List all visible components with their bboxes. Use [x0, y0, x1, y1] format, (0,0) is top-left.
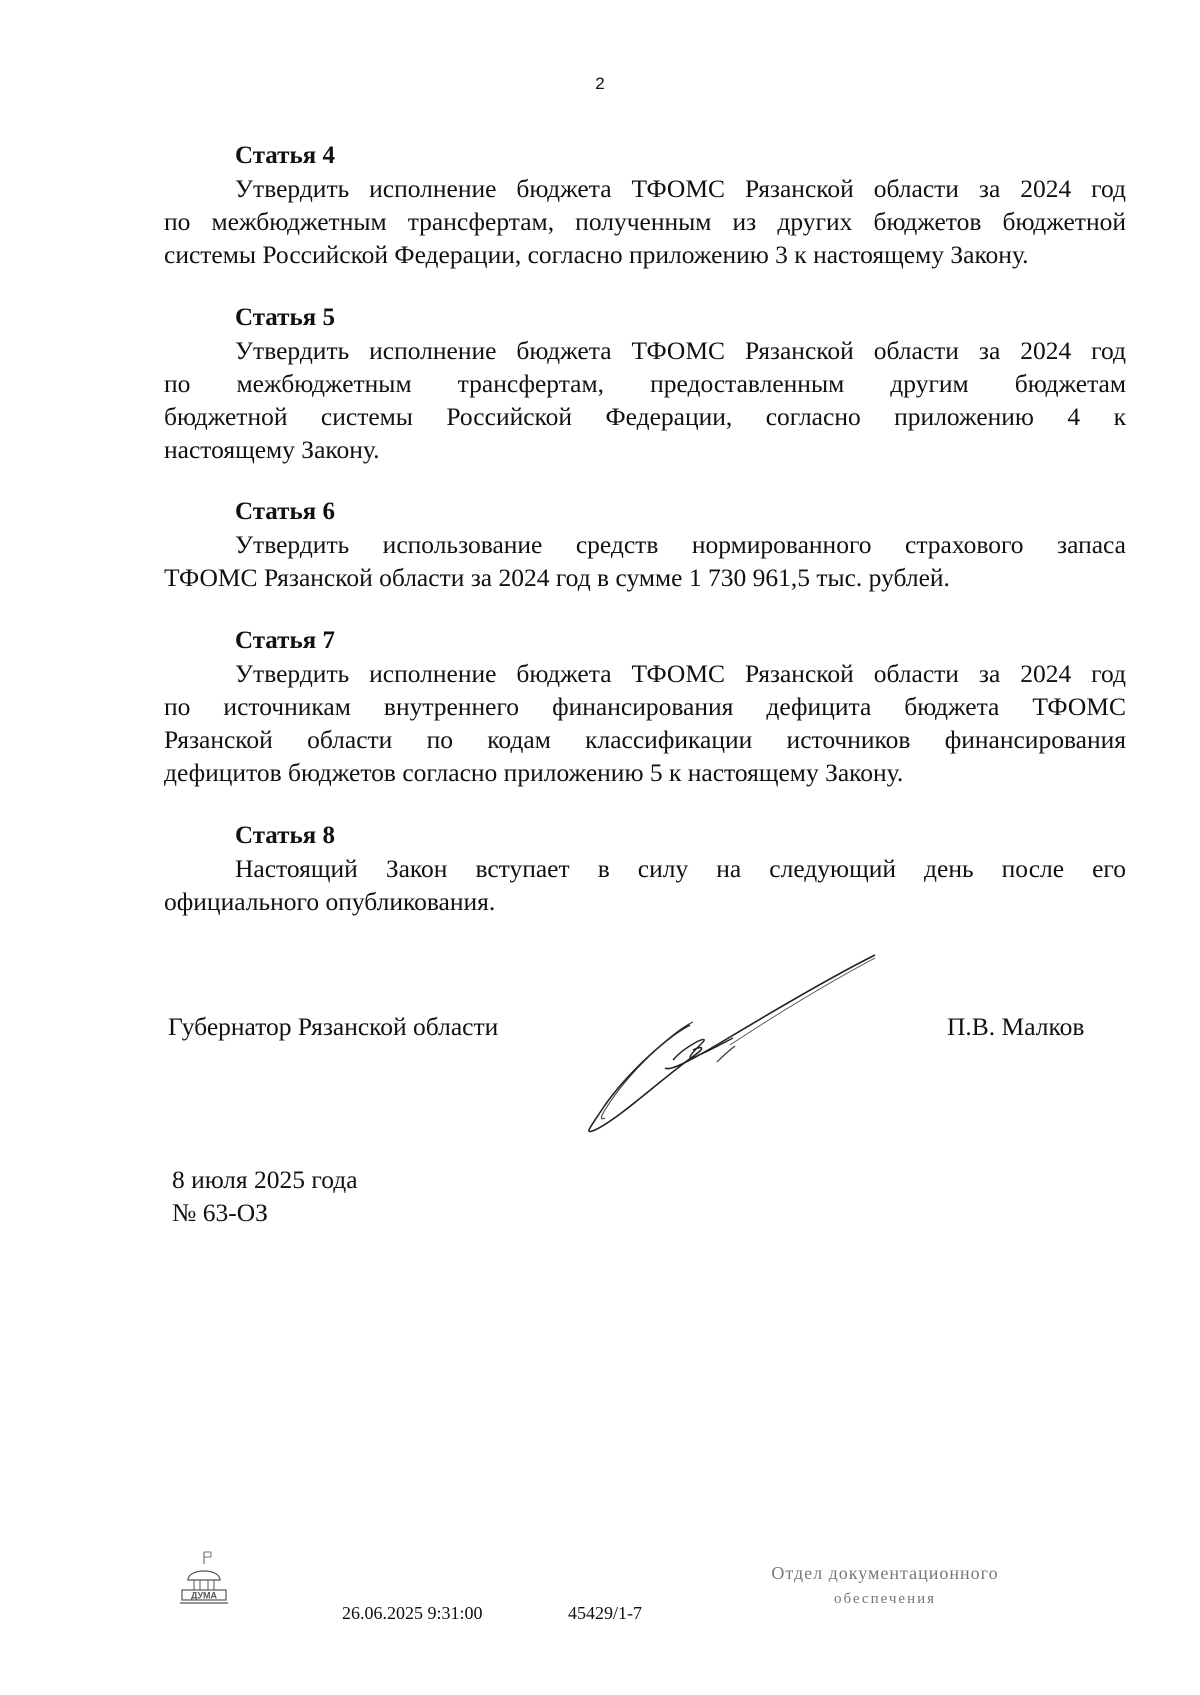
article-title: Статья 4	[235, 142, 335, 169]
article-title: Статья 8	[235, 822, 335, 849]
article-text-line: Рязанской области по кодам классификации источников финансирования	[164, 725, 1126, 754]
article-text-line: ТФОМС Рязанской области за 2024 год в сумме 1 730 961,5 тыс. рублей.	[164, 563, 950, 592]
page-number: 2	[595, 74, 605, 93]
stamp-line: обеспечения	[833, 1591, 937, 1607]
handwritten-signature	[575, 950, 885, 1140]
signing-date: 8 июля 2025 года	[172, 1165, 358, 1194]
article-text-line: дефицитов бюджетов согласно приложению 5 к настоящему Закону.	[164, 758, 904, 787]
article-title: Статья 7	[235, 627, 335, 654]
footer-timestamp: 26.06.2025 9:31:00	[342, 1603, 483, 1623]
logo-text: ДУМА	[190, 1590, 218, 1601]
article-8	[164, 820, 1126, 918]
stamp-line: Отдел документационного	[771, 1563, 999, 1583]
article-5	[164, 302, 1126, 466]
signatory-name: П.В. Малков	[947, 1012, 1085, 1041]
article-text-line: Утвердить исполнение бюджета ТФОМС Рязанской области за 2024 год	[235, 174, 1126, 203]
law-number: № 63-ОЗ	[172, 1198, 268, 1227]
article-text-line: по источникам внутреннего финансирования дефицита бюджета ТФОМС	[164, 692, 1126, 721]
duma-logo	[176, 1550, 232, 1608]
article-4	[164, 140, 1126, 271]
article-text-line: по межбюджетным трансфертам, полученным из других бюджетов бюджетной	[164, 207, 1126, 236]
article-7	[164, 625, 1126, 789]
article-text-line: по межбюджетным трансфертам, предоставленным другим бюджетам	[164, 369, 1126, 398]
article-text-line: Утвердить использование средств нормированного страхового запаса	[235, 530, 1126, 559]
article-text-line: официального опубликования.	[164, 887, 496, 916]
article-text-line: Настоящий Закон вступает в силу на следующий день после его	[235, 854, 1126, 883]
article-text-line: Утвердить исполнение бюджета ТФОМС Рязанской области за 2024 год	[235, 659, 1126, 688]
signatory-position: Губернатор Рязанской области	[168, 1012, 499, 1041]
article-title: Статья 5	[235, 304, 335, 331]
footer-registration: 45429/1-7	[568, 1603, 642, 1623]
department-stamp	[740, 1560, 1030, 1612]
article-text-line: настоящему Закону.	[164, 435, 380, 464]
article-text-line: бюджетной системы Российской Федерации, согласно приложению 4 к	[164, 402, 1126, 431]
article-text-line: системы Российской Федерации, согласно приложению 3 к настоящему Закону.	[164, 240, 1029, 269]
article-text-line: Утвердить исполнение бюджета ТФОМС Рязанской области за 2024 год	[235, 336, 1126, 365]
article-title: Статья 6	[235, 498, 335, 525]
article-6	[164, 496, 1126, 594]
